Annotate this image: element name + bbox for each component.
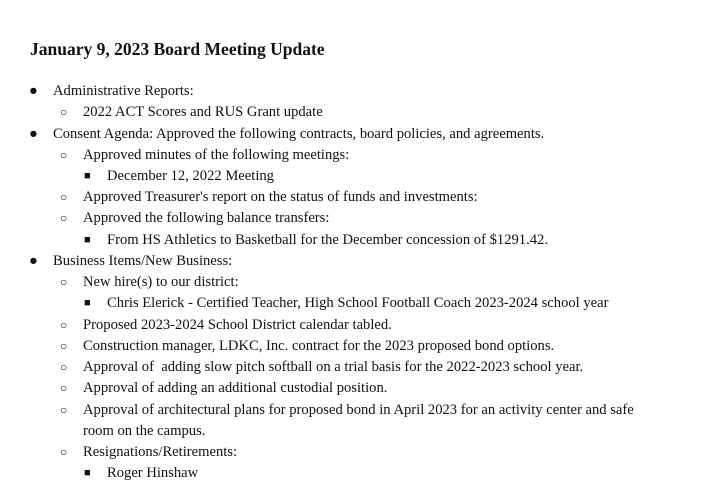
list-item: 2022 ACT Scores and RUS Grant update <box>83 104 323 120</box>
list-item: Approval of adding an additional custodial position. <box>83 380 388 396</box>
bullet-square-icon: ■ <box>84 467 91 479</box>
list-item: New hire(s) to our district: <box>83 274 239 290</box>
document-title: January 9, 2023 Board Meeting Update <box>30 39 325 59</box>
bullet-circle-icon: ○ <box>60 105 68 119</box>
list-item: Construction manager, LDKC, Inc. contract for the 2023 proposed bond options. <box>83 338 555 354</box>
bullet-circle-icon: ○ <box>60 190 68 204</box>
bullet-square-icon: ■ <box>84 234 91 246</box>
list-item: Approval of adding slow pitch softball on a trial basis for the 2022-2023 school year. <box>83 359 584 375</box>
list-item: Approved Treasurer's report on the status of funds and investments: <box>83 189 478 205</box>
bullet-circle-icon: ○ <box>60 318 68 332</box>
list-item: Roger Hinshaw <box>107 465 199 481</box>
bullet-circle-icon: ○ <box>60 275 68 289</box>
list-item: Approved the following balance transfers: <box>83 210 330 226</box>
bullet-circle-icon: ○ <box>60 403 68 417</box>
list-item: Chris Elerick - Certified Teacher, High School Football Coach 2023-2024 school year <box>107 295 609 311</box>
bullet-circle-icon: ○ <box>60 381 68 395</box>
list-item: Administrative Reports: <box>53 83 194 99</box>
list-item: From HS Athletics to Basketball for the December concession of $1291.42. <box>107 232 548 248</box>
list-item: December 12, 2022 Meeting <box>107 168 274 184</box>
list-item-continuation: room on the campus. <box>83 423 206 439</box>
list-item: Business Items/New Business: <box>53 253 233 269</box>
list-item: Approval of architectural plans for proposed bond in April 2023 for an activity center and safe <box>83 402 634 418</box>
list-item: Approved minutes of the following meetings: <box>83 147 350 163</box>
list-item: Consent Agenda: Approved the following contracts, board policies, and agreements. <box>53 126 545 142</box>
bullet-circle-icon: ○ <box>60 211 68 225</box>
bullet-circle-icon: ○ <box>60 148 68 162</box>
bullet-square-icon: ■ <box>84 170 91 182</box>
bullet-disc-icon: ● <box>29 253 38 269</box>
bullet-circle-icon: ○ <box>60 339 68 353</box>
bullet-square-icon: ■ <box>84 297 91 309</box>
list-item: Resignations/Retirements: <box>83 444 238 460</box>
bullet-disc-icon: ● <box>29 83 38 99</box>
bullet-circle-icon: ○ <box>60 445 68 459</box>
list-item: Proposed 2023-2024 School District calendar tabled. <box>83 317 392 333</box>
bullet-disc-icon: ● <box>29 126 38 142</box>
bullet-circle-icon: ○ <box>60 360 68 374</box>
